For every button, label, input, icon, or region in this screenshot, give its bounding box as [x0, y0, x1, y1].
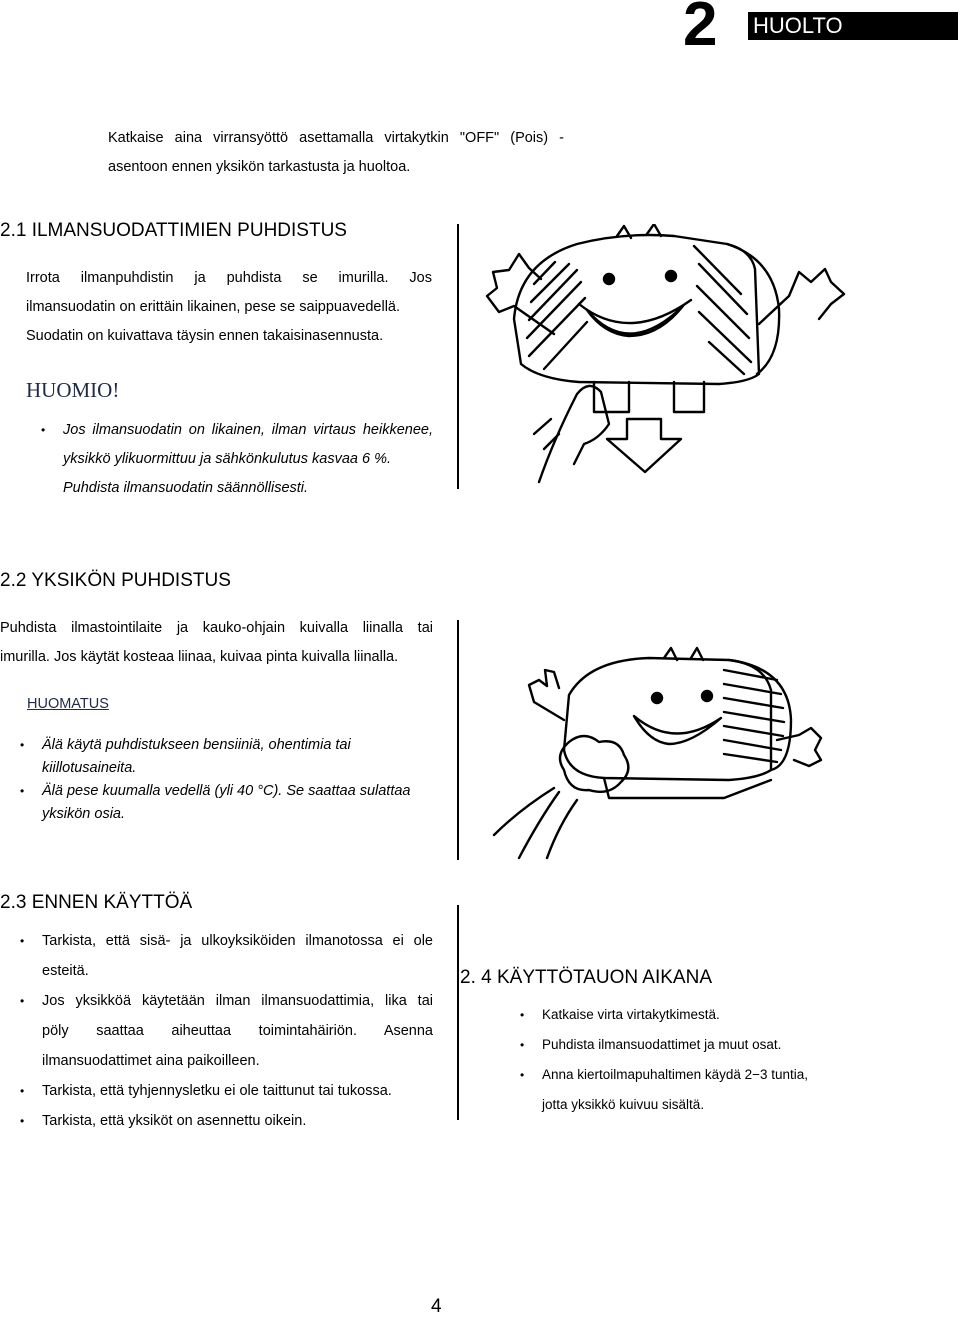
pause-item — [542, 1000, 852, 1030]
intro-line-1: Katkaise aina virransyöttö asettamalla virtakytkin "OFF" (Pois) - — [108, 130, 564, 146]
section-2-2-body — [0, 614, 433, 672]
before-use-item — [42, 926, 433, 986]
pause-item — [542, 1030, 852, 1060]
note-line-3: Puhdista ilmansuodatin säännöllisesti. — [63, 480, 309, 496]
before-use-list — [42, 926, 433, 1136]
huomatus-item — [42, 780, 434, 826]
section-2-4-title: 2. 4 KÄYTTÖTAUON AIKANA — [460, 967, 712, 988]
note-line-1: • Jos ilmansuodatin on likainen, ilman virtaus heikkenee, — [63, 422, 433, 438]
item-line: ilmansuodattimet aina paikoilleen. — [42, 1053, 260, 1069]
huomio-note — [63, 416, 433, 503]
section-2-4-divider — [457, 905, 459, 1120]
before-use-item — [42, 1076, 433, 1106]
s22-line-2: imurilla. Jos käytät kosteaa liinaa, kuivaa pinta kuivalla liinalla. — [0, 649, 399, 665]
item-line: esteitä. — [42, 963, 89, 979]
section-2-1-title: 2.1 ILMANSUODATTIMIEN PUHDISTUS — [0, 220, 347, 241]
item-line: • Jos yksikköä käytetään ilman ilmansuodattimia, lika tai — [42, 993, 433, 1009]
note-line-2: yksikkö ylikuormittuu ja sähkönkulutus kasvaa 6 %. — [63, 451, 392, 467]
item-line: • Tarkista, että yksiköt on asennettu oikein. — [42, 1113, 307, 1129]
item-line: • Anna kiertoilmapuhaltimen käydä 2−3 tuntia, — [542, 1067, 809, 1082]
section-2-3-title: 2.3 ENNEN KÄYTTÖÄ — [0, 892, 193, 913]
huomio-note-item — [63, 416, 433, 503]
item-line: • Puhdista ilmansuodattimet ja muut osat. — [542, 1037, 782, 1052]
huomatus-item — [42, 734, 434, 780]
chapter-title: HUOLTO — [748, 12, 958, 40]
chapter-number: 2 — [683, 0, 718, 59]
page-number: 4 — [431, 1296, 442, 1317]
s21-line-2: ilmansuodatin on erittäin likainen, pese se saippuavedellä. — [26, 299, 401, 315]
huomatus-item-line-2: yksikön osia. — [42, 806, 126, 822]
huomatus-heading: HUOMATUS — [27, 696, 109, 712]
pause-list — [542, 1000, 852, 1120]
s21-line-1: Irrota ilmanpuhdistin ja puhdista se imurilla. Jos — [26, 270, 432, 286]
item-line: jotta yksikkö kuivuu sisältä. — [542, 1097, 705, 1112]
item-line: • Tarkista, että tyhjennysletku ei ole taittunut tai tukossa. — [42, 1083, 392, 1099]
huomatus-item-line-1: • Älä käytä puhdistukseen bensiiniä, ohentimia tai — [42, 737, 351, 753]
huomio-heading: HUOMIO! — [26, 378, 120, 402]
before-use-item — [42, 986, 433, 1076]
section-2-2-title: 2.2 YKSIKÖN PUHDISTUS — [0, 570, 231, 591]
item-line: pöly saattaa aiheuttaa toimintahäiriön. Asenna — [42, 1023, 433, 1039]
item-line: • Katkaise virta virtakytkimestä. — [542, 1007, 720, 1022]
intro-line-2: asentoon ennen yksikön tarkastusta ja huoltoa. — [108, 159, 411, 175]
s22-line-1: Puhdista ilmastointilaite ja kauko-ohjain kuivalla liinalla tai — [0, 620, 433, 636]
huomatus-item-line-2: kiillotusaineita. — [42, 760, 137, 776]
section-2-1-body — [26, 264, 432, 351]
illustration-unit-cleaning — [457, 620, 859, 860]
intro-text — [108, 124, 564, 182]
unit-character-drawing — [459, 620, 859, 860]
huomatus-list — [42, 734, 434, 826]
pause-item — [542, 1060, 852, 1120]
huomatus-item-line-1: • Älä pese kuumalla vedellä (yli 40 °C). Se saattaa sulattaa — [42, 783, 411, 799]
s21-line-3: Suodatin on kuivattava täysin ennen takaisinasennusta. — [26, 328, 384, 344]
illustration-filter-cleaning — [457, 224, 859, 489]
filter-unit-character-drawing — [459, 224, 859, 489]
before-use-item — [42, 1106, 433, 1136]
item-line: • Tarkista, että sisä- ja ulkoyksiköiden ilmanotossa ei ole — [42, 933, 433, 949]
